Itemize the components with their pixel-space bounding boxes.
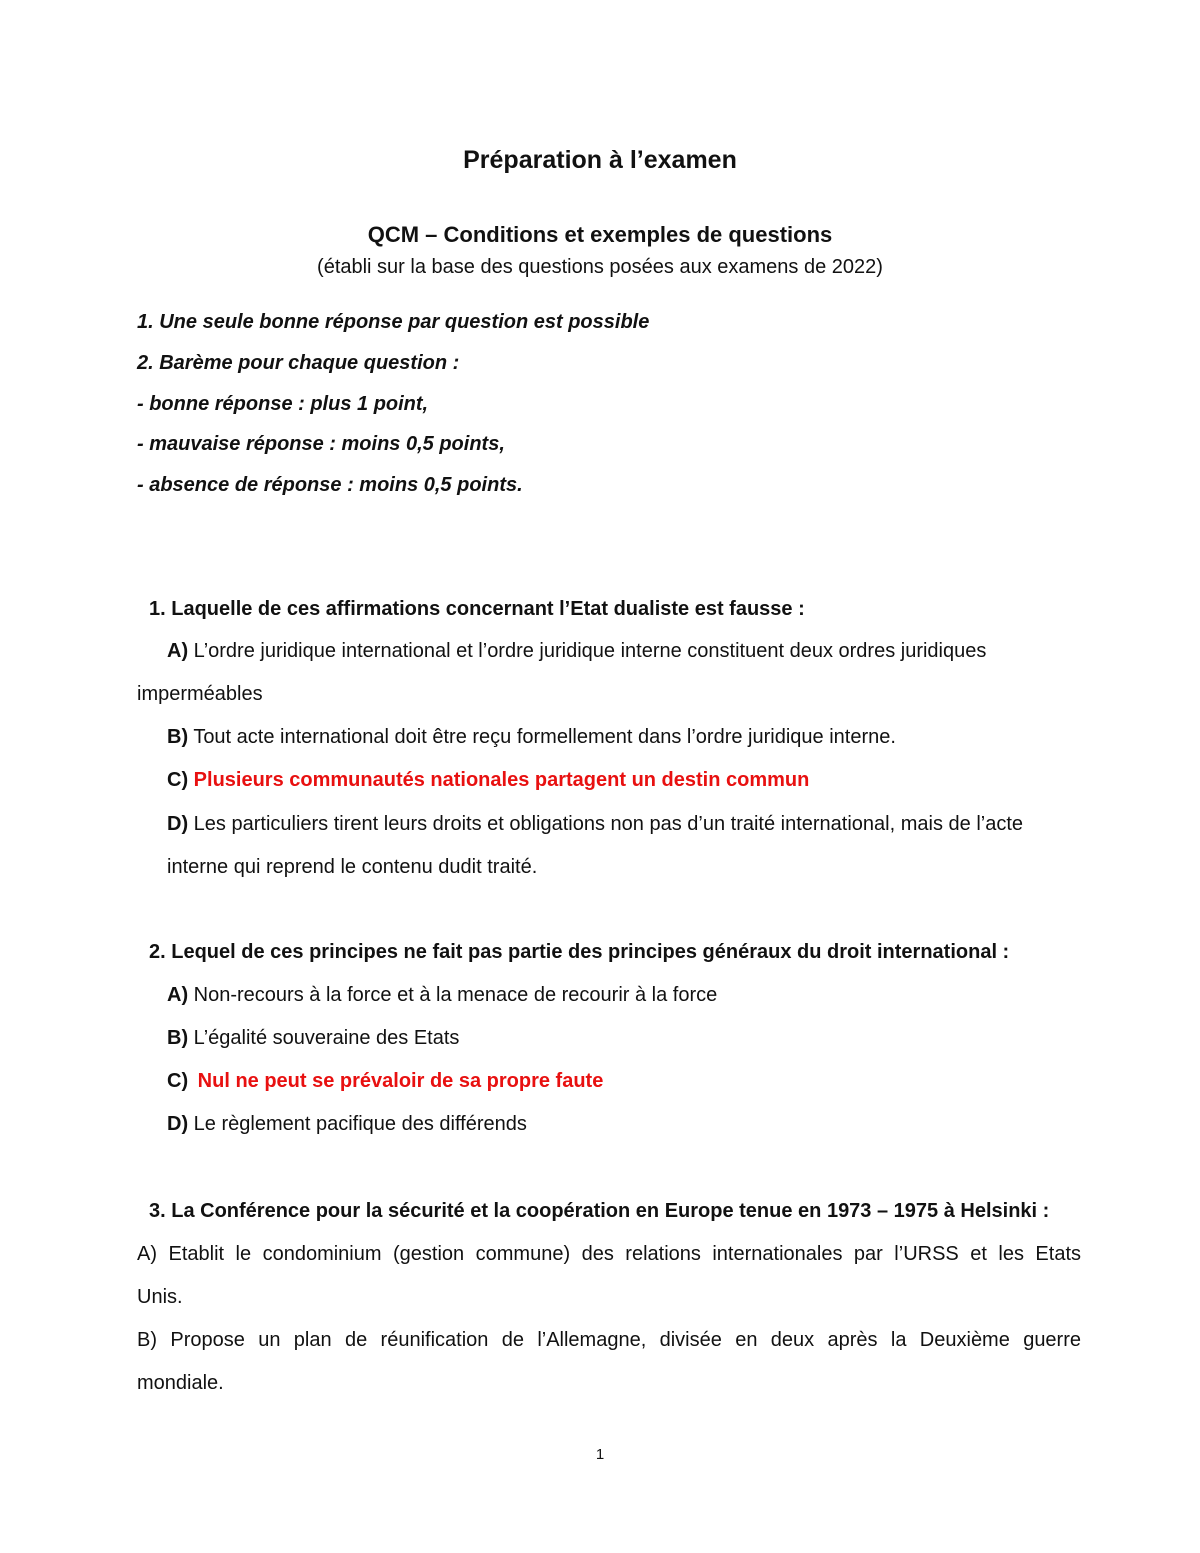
rule-line: - bonne réponse : plus 1 point,	[137, 393, 429, 415]
option-text: Tout acte international doit être reçu formellement dans l’ordre juridique interne.	[193, 726, 896, 748]
option-text: Propose un plan de réunification de l’Allemagne, divisée en deux après la Deuxième guerre	[170, 1329, 1082, 1351]
option-text: L’ordre juridique international et l’ordre juridique interne constituent deux ordres juridiques	[193, 640, 987, 662]
page-title: Préparation à l’examen	[463, 146, 737, 174]
question-title: 1. Laquelle de ces affirmations concernant l’Etat dualiste est fausse :	[149, 598, 805, 620]
option-text: Etablit le condominium (gestion commune) des relations internationales par l’URSS et les Etats	[168, 1243, 1082, 1265]
option-letter: B)	[167, 1027, 189, 1049]
subtitle-note: (établi sur la base des questions posées aux examens de 2022)	[317, 256, 883, 278]
option-text: L’égalité souveraine des Etats	[193, 1027, 460, 1049]
option-letter: C)	[167, 1070, 189, 1092]
option-letter: A)	[167, 640, 189, 662]
option-letter: C)	[167, 769, 189, 791]
answer-option	[167, 1111, 527, 1137]
answer-option-correct	[167, 1068, 603, 1094]
question-title: 3. La Conférence pour la sécurité et la coopération en Europe tenue en 1973 – 1975 à Helsinki :	[149, 1200, 1050, 1222]
correct-answer-text: Nul ne peut se prévaloir de sa propre faute	[197, 1070, 604, 1092]
rule-line: 2. Barème pour chaque question :	[137, 352, 460, 374]
option-text: Non-recours à la force et à la menace de recourir à la force	[193, 984, 718, 1006]
answer-option	[137, 1327, 1081, 1353]
option-text: Le règlement pacifique des différends	[193, 1113, 527, 1135]
answer-option	[167, 638, 986, 664]
rule-line: 1. Une seule bonne réponse par question est possible	[137, 311, 650, 333]
option-text-continued: imperméables	[137, 683, 263, 705]
rule-line: - absence de réponse : moins 0,5 points.	[137, 474, 523, 496]
section-subtitle: QCM – Conditions et exemples de questions	[367, 222, 833, 247]
option-text-continued: Unis.	[137, 1286, 183, 1308]
option-letter: D)	[167, 1113, 189, 1135]
rule-line: - mauvaise réponse : moins 0,5 points,	[137, 433, 505, 455]
option-letter: B)	[137, 1329, 157, 1351]
answer-option-correct	[167, 767, 809, 793]
answer-option	[167, 811, 1023, 837]
option-letter: A)	[137, 1243, 157, 1265]
option-text-continued: mondiale.	[137, 1372, 224, 1394]
option-letter: B)	[167, 726, 189, 748]
option-text-continued: interne qui reprend le contenu dudit traité.	[167, 856, 538, 878]
answer-option	[167, 1025, 459, 1051]
answer-option	[167, 724, 896, 750]
option-text: Les particuliers tirent leurs droits et obligations non pas d’un traité international, mais de l’acte	[193, 813, 1024, 835]
page-number: 1	[595, 1446, 605, 1463]
answer-option	[167, 982, 717, 1008]
option-letter: A)	[167, 984, 189, 1006]
question-title: 2. Lequel de ces principes ne fait pas partie des principes généraux du droit international :	[149, 941, 1010, 963]
option-letter: D)	[167, 813, 189, 835]
correct-answer-text: Plusieurs communautés nationales partagent un destin commun	[193, 769, 810, 791]
answer-option	[137, 1241, 1081, 1267]
